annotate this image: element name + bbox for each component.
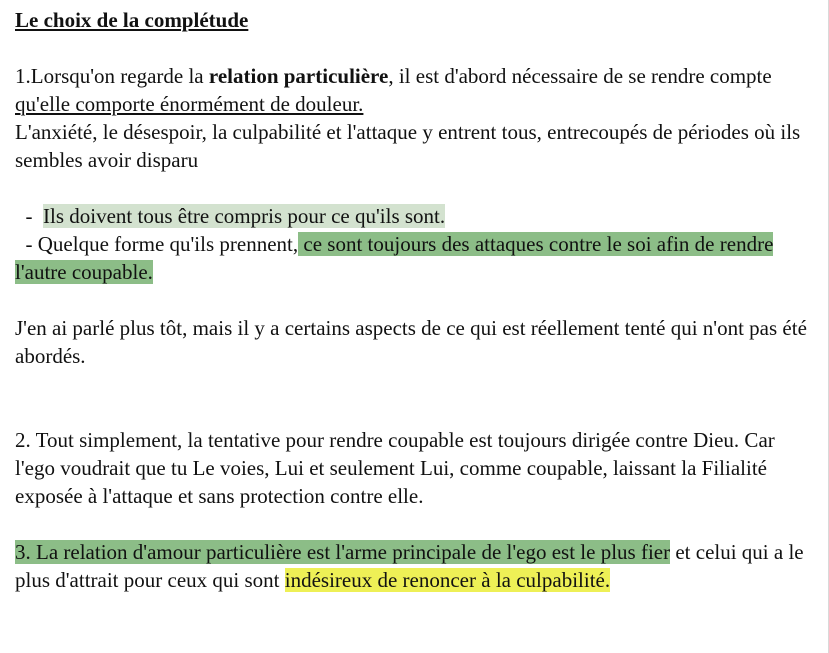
bullet-1-prefix: - — [15, 204, 43, 228]
spacer — [15, 398, 815, 426]
p1-underlined: qu'elle comporte énormément de douleur. — [15, 92, 364, 116]
p1-intro: 1.Lorsqu'on regarde la — [15, 64, 209, 88]
p4-yellow-highlight: indésireux de renoncer à la culpabilité. — [284, 568, 611, 592]
bullet-2 — [15, 230, 815, 286]
p1-bold-term: relation particulière — [208, 64, 389, 88]
bullet-1 — [15, 202, 815, 230]
p1-line2: L'anxiété, le désespoir, la culpabilité et l'attaque y entrent tous, entrecoupés de périodes où ils sembles avoir disparu — [15, 120, 801, 172]
paragraph-1 — [15, 62, 815, 174]
paragraph-2: J'en ai parlé plus tôt, mais il y a certains aspects de ce qui est réellement tenté qui n'ont pas été abordés. — [15, 316, 807, 368]
paragraph-3: 2. Tout simplement, la tentative pour rendre coupable est toujours dirigée contre Dieu. Car l'ego voudrait que tu Le voies, Lui et seulement Lui, comme coupable, laissant la Filialité exposée à l'attaque et sans protection contre elle. — [15, 428, 775, 508]
p4-green-highlight: 3. La relation d'amour particulière est l'arme principale de l'ego est le plus fier — [15, 540, 671, 564]
bullet-2-highlight: ce sont toujours des attaques contre le soi afin de rendre l'autre coupable. — [15, 232, 774, 284]
spacer — [15, 370, 815, 398]
p4-plain: et celui qui a le plus d'attrait pour ceux qui sont — [15, 540, 804, 592]
spacer — [15, 286, 815, 314]
bullet-2-prefix: - Quelque forme qu'ils prennent, — [15, 232, 299, 256]
p1-middle: , il est d'abord nécessaire de se rendre compte — [388, 64, 772, 88]
bullet-1-highlight: Ils doivent tous être compris pour ce qu'ils sont. — [43, 204, 446, 228]
paragraph-4 — [15, 538, 815, 594]
document-title: Le choix de la complétude — [15, 8, 249, 32]
spacer — [15, 510, 815, 538]
spacer — [15, 174, 815, 202]
document-body — [15, 6, 815, 594]
